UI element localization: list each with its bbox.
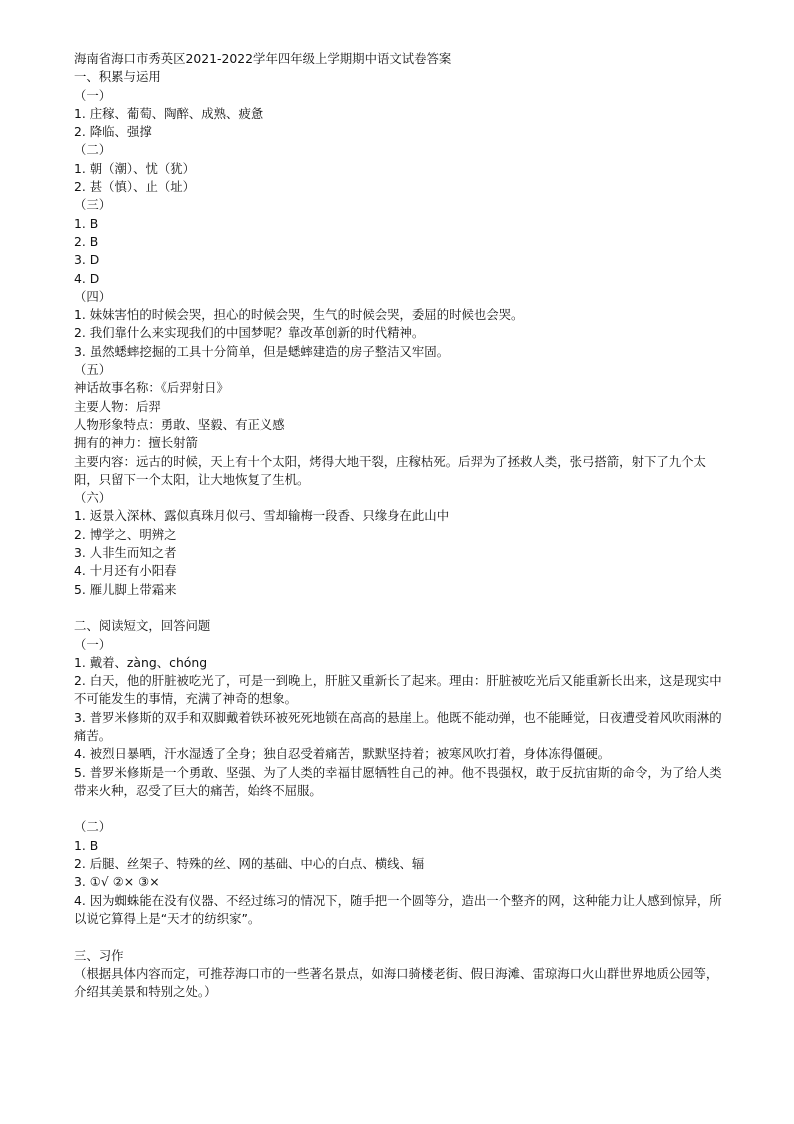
answer-line: 1. 庄稼、葡萄、陶醉、成熟、疲惫 [74, 105, 264, 121]
subsection-1-3: （三） [74, 197, 112, 213]
answer-line: 2. 我们靠什么来实现我们的中国梦呢？靠改革创新的时代精神。 [74, 325, 425, 341]
answer-line: 3. 普罗米修斯的双手和双脚戴着铁环被死死地锁在高高的悬崖上。他既不能动弹，也不能睡觉，日夜遭受着风吹雨淋的痛苦。 [74, 709, 722, 743]
answer-line: 1. 朝（潮）、忧（犹） [74, 160, 196, 176]
answer-sheet [74, 50, 730, 1001]
answer-line: 4. D [74, 270, 100, 286]
answer-line: 1. 戴着、zàng、chóng [74, 654, 208, 670]
section-1-heading: 一、积累与运用 [74, 69, 161, 85]
subsection-1-2: （二） [74, 142, 112, 158]
answer-line: 神话故事名称：《后羿射日》 [74, 380, 229, 396]
blank-line [74, 928, 730, 946]
answer-line: 4. 因为蜘蛛能在没有仪器、不经过练习的情况下，随手把一个圆等分，造出一个整齐的网，这种能力让人感到惊异，所以说它算得上是“天才的纺织家”。 [74, 892, 722, 926]
section-2-heading: 二、阅读短文，回答问题 [74, 618, 211, 634]
subsection-1-1: （一） [74, 87, 112, 103]
answer-line: 1. 妹妹害怕的时候会哭，担心的时候会哭，生气的时候会哭，委屈的时候也会哭。 [74, 307, 524, 323]
blank-line [74, 800, 730, 818]
answer-line: 4. 被烈日暴晒，汗水湿透了全身；独自忍受着痛苦，默默坚持着；被寒风吹打着，身体冻得僵硬。 [74, 746, 611, 762]
answer-line: 1. 返景入深林、露似真珠月似弓、雪却输梅一段香、只缘身在此山中 [74, 508, 450, 524]
answer-line: 2. 后腿、丝架子、特殊的丝、网的基础、中心的白点、横线、辐 [74, 856, 425, 872]
subsection-2-1: （一） [74, 636, 112, 652]
document-title: 海南省海口市秀英区2021-2022学年四年级上学期期中语文试卷答案 [74, 51, 452, 66]
answer-line: （根据具体内容而定，可推荐海口市的一些著名景点，如海口骑楼老街、假日海滩、雷琼海口火山群世界地质公园等，介绍其美景和特别之处。） [74, 965, 719, 1000]
answer-line: 2. 博学之、明辨之 [74, 526, 177, 542]
blank-line [74, 599, 730, 617]
answer-line: 3. 虽然蟋蟀挖掘的工具十分简单，但是蟋蟀建造的房子整洁又牢固。 [74, 343, 450, 359]
answer-line: 2. B [74, 233, 99, 249]
answer-line: 2. 白天，他的肝脏被吃光了，可是一到晚上，肝脏又重新长了起来。理由：肝脏被吃光后又能重新长出来，这是现实中不可能发生的事情，充满了神奇的想象。 [74, 673, 722, 707]
answer-line: 主要人物：后羿 [74, 398, 161, 414]
answer-line: 5. 雁儿脚上带霜来 [74, 581, 177, 597]
answer-line: 1. B [74, 215, 99, 231]
answer-line: 4. 十月还有小阳春 [74, 563, 177, 579]
subsection-1-4: （四） [74, 288, 112, 304]
answer-line: 人物形象特点：勇敢、坚毅、有正义感 [74, 416, 285, 432]
answer-line: 主要内容：远古的时候，天上有十个太阳，烤得大地干裂，庄稼枯死。后羿为了拯救人类，张弓搭箭，射下了九个太阳，只留下一个太阳，让大地恢复了生机。 [74, 453, 706, 487]
subsection-2-2: （二） [74, 819, 112, 835]
subsection-1-6: （六） [74, 490, 112, 506]
answer-line: 拥有的神力：擅长射箭 [74, 435, 198, 451]
answer-line: 2. 降临、强撑 [74, 124, 152, 140]
answer-line: 3. ①√ ②× ③× [74, 874, 160, 890]
subsection-1-5: （五） [74, 362, 112, 378]
answer-line: 5. 普罗米修斯是一个勇敢、坚强、为了人类的幸福甘愿牺牲自己的神。他不畏强权，敢于反抗宙斯的命令，为了给人类带来火种，忍受了巨大的痛苦，始终不屈服。 [74, 764, 722, 798]
answer-line: 3. 人非生而知之者 [74, 545, 177, 561]
answer-line: 2. 甚（慎）、止（址） [74, 179, 196, 195]
answer-line: 1. B [74, 837, 99, 853]
answer-line: 3. D [74, 252, 100, 268]
section-3-heading: 三、习作 [74, 947, 124, 963]
